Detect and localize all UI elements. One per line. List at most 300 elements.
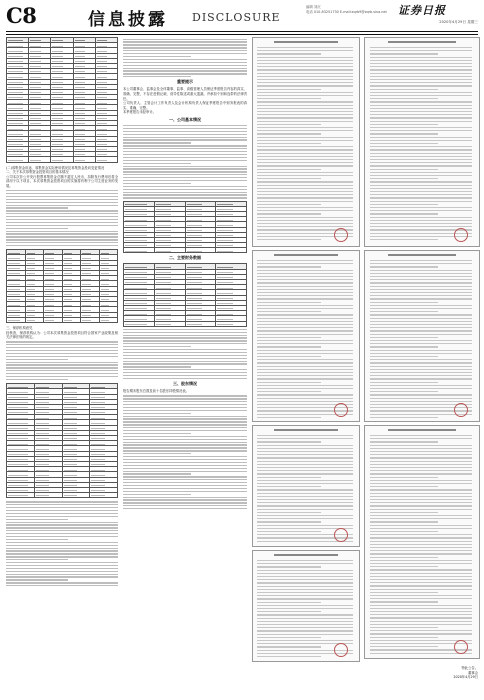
scan-text-line	[370, 544, 473, 545]
text-line	[123, 410, 247, 411]
text-line	[123, 398, 247, 399]
scan-text-line	[370, 117, 473, 118]
text-line	[6, 231, 118, 232]
scan-title-line	[388, 41, 456, 43]
scan-text-line	[370, 124, 438, 125]
table-cell	[216, 321, 247, 326]
scan-text-line	[370, 353, 473, 354]
scan-text-line	[370, 188, 473, 189]
left-paragraph: 三、保荐机构意见	[6, 325, 33, 330]
text-line	[123, 363, 247, 364]
scan-text-line	[370, 483, 473, 484]
scan-text-line	[257, 266, 321, 267]
scan-text-line	[370, 263, 473, 264]
scan-text-line	[257, 178, 321, 179]
scan-text-line	[370, 308, 473, 309]
scan-text-line	[257, 172, 352, 173]
text-line	[6, 510, 118, 511]
text-line	[123, 395, 247, 396]
scan-text-line	[257, 602, 321, 603]
scan-text-line	[370, 156, 473, 157]
scan-text-line	[257, 105, 352, 106]
text-line	[123, 494, 191, 495]
text-line	[123, 497, 247, 498]
text-line	[123, 366, 191, 367]
scan-text-line	[257, 260, 352, 261]
scan-text-line	[257, 634, 352, 635]
table-cell	[7, 493, 35, 498]
text-line	[6, 341, 118, 342]
text-line	[6, 350, 118, 351]
middle-paragraph: 本季度报告未经审计。	[123, 110, 156, 115]
scan-text-line	[370, 175, 473, 176]
scan-text-line	[257, 69, 352, 70]
scan-text-line	[370, 204, 438, 205]
scan-text-line	[257, 53, 321, 54]
scan-text-line	[370, 172, 473, 173]
closing-line: 特此公告。	[461, 666, 478, 670]
scanned-statement-page	[252, 550, 360, 662]
scan-text-line	[370, 480, 473, 481]
middle-table-one	[123, 201, 247, 254]
text-line	[6, 213, 118, 214]
scan-text-line	[370, 137, 473, 138]
text-line	[123, 430, 247, 431]
seal-stamp	[334, 228, 348, 242]
scan-text-line	[257, 343, 352, 344]
text-line	[123, 39, 247, 40]
text-line	[6, 585, 118, 586]
left-paragraph: 经核查，保荐机构认为：公司本次募集资金投资项目符合国家产业政策及相关法律法规的规定。	[6, 330, 118, 340]
scan-text-line	[370, 92, 473, 93]
scan-text-line	[370, 273, 473, 274]
scan-text-line	[370, 98, 438, 99]
text-line	[123, 335, 247, 336]
scan-text-line	[370, 330, 473, 331]
scan-text-line	[257, 502, 352, 503]
scan-text-line	[257, 279, 352, 280]
scanned-statement-page	[364, 425, 480, 659]
scanned-statement-page	[364, 37, 480, 247]
middle-text-filler	[123, 395, 247, 509]
text-line	[6, 205, 118, 206]
scan-text-line	[370, 454, 473, 455]
scan-text-line	[257, 220, 352, 221]
scan-text-line	[257, 369, 352, 370]
text-line	[6, 207, 68, 208]
scan-text-line	[257, 156, 352, 157]
text-line	[123, 125, 247, 126]
left-column	[6, 37, 118, 692]
scan-text-line	[370, 57, 473, 58]
scan-text-line	[370, 499, 473, 500]
text-line	[6, 347, 118, 348]
scan-text-line	[370, 140, 473, 141]
scan-text-line	[257, 477, 321, 478]
scan-text-line	[370, 627, 438, 628]
scan-text-line	[257, 175, 352, 176]
scanned-statement-page	[252, 37, 360, 247]
text-line	[6, 239, 118, 240]
scan-text-line	[370, 598, 473, 599]
scan-text-line	[257, 188, 352, 189]
table-row	[124, 248, 247, 253]
scan-text-line	[257, 210, 352, 211]
text-line	[123, 502, 247, 503]
scan-text-line	[257, 624, 352, 625]
scan-text-line	[370, 50, 473, 51]
scan-text-line	[257, 388, 352, 389]
scan-text-line	[370, 385, 473, 386]
scan-text-line	[370, 146, 473, 147]
scan-text-line	[370, 223, 473, 224]
scan-text-line	[257, 89, 321, 90]
scan-text-line	[370, 521, 438, 522]
scan-text-line	[370, 477, 438, 478]
masthead-rule-thin	[6, 34, 478, 35]
scan-text-line	[257, 608, 352, 609]
table-cell	[185, 321, 216, 326]
scan-text-line	[370, 505, 473, 506]
section-title: 信息披露	[88, 10, 168, 30]
text-line	[123, 465, 247, 466]
editor-line: 编辑 刘沉	[306, 5, 321, 9]
scan-text-line	[257, 445, 352, 446]
table-row	[7, 493, 118, 498]
scan-text-line	[257, 92, 352, 93]
scan-text-line	[257, 621, 352, 622]
scan-text-line	[370, 391, 438, 392]
scan-text-line	[257, 82, 352, 83]
scan-title-line	[388, 429, 456, 431]
scan-text-line	[257, 207, 352, 208]
table-cell	[154, 248, 185, 253]
scan-text-line	[370, 518, 473, 519]
scan-text-line	[257, 630, 352, 631]
scan-text-line	[257, 149, 352, 150]
scan-text-line	[257, 573, 352, 574]
table-cell	[124, 321, 155, 326]
scan-text-line	[257, 595, 352, 596]
scan-text-line	[370, 569, 473, 570]
scan-text-line	[257, 627, 352, 628]
text-line	[123, 427, 247, 428]
text-line	[6, 236, 118, 237]
scan-text-line	[370, 340, 473, 341]
scan-text-line	[370, 461, 473, 462]
table-row	[124, 321, 247, 326]
scan-text-line	[257, 362, 352, 363]
text-line	[6, 527, 118, 528]
text-line	[6, 216, 118, 217]
scan-text-line	[257, 646, 321, 647]
text-line	[6, 364, 118, 365]
left-table-bottom	[6, 383, 118, 498]
text-line	[123, 76, 191, 77]
text-line	[6, 370, 118, 371]
scan-text-line	[370, 185, 473, 186]
scan-text-line	[257, 566, 321, 567]
table-row	[7, 157, 118, 162]
left-text-filler	[6, 190, 118, 246]
scan-text-line	[370, 130, 473, 131]
text-line	[123, 471, 247, 472]
table-cell	[185, 248, 216, 253]
text-line	[123, 148, 247, 149]
scan-text-line	[370, 165, 473, 166]
scan-text-line	[257, 394, 352, 395]
text-line	[123, 340, 247, 341]
scan-text-line	[257, 108, 352, 109]
scan-text-line	[370, 359, 473, 360]
scan-text-line	[257, 314, 352, 315]
scan-text-line	[257, 598, 352, 599]
scan-text-line	[257, 298, 352, 299]
scan-text-line	[370, 63, 473, 64]
text-line	[123, 186, 247, 187]
scan-text-line	[257, 398, 352, 399]
scan-text-line	[370, 334, 473, 335]
scan-text-line	[370, 531, 438, 532]
text-line	[123, 154, 247, 155]
text-line	[123, 41, 247, 42]
scan-text-line	[257, 133, 321, 134]
text-line	[123, 378, 247, 379]
scan-text-line	[257, 480, 352, 481]
scan-text-line	[370, 217, 473, 218]
text-line	[123, 407, 247, 408]
scan-text-line	[257, 60, 352, 61]
scan-text-line	[257, 470, 352, 471]
scan-text-line	[370, 159, 473, 160]
text-line	[6, 225, 118, 226]
text-line	[6, 190, 118, 191]
scan-text-line	[257, 295, 352, 296]
scan-text-line	[257, 286, 352, 287]
scan-text-line	[257, 66, 352, 67]
scan-text-line	[370, 457, 473, 458]
scan-text-line	[370, 467, 473, 468]
scan-text-line	[370, 608, 473, 609]
scan-text-line	[370, 388, 473, 389]
scan-text-line	[257, 521, 321, 522]
scan-text-line	[257, 159, 352, 160]
text-line	[6, 533, 118, 534]
scan-text-line	[257, 169, 321, 170]
table-cell	[25, 317, 44, 322]
text-line	[6, 245, 118, 246]
scan-text-line	[257, 515, 352, 516]
text-line	[123, 424, 247, 425]
scan-text-line	[370, 350, 473, 351]
text-line	[123, 358, 247, 359]
scan-text-line	[257, 334, 352, 335]
text-line	[6, 196, 118, 197]
text-line	[123, 499, 247, 500]
scan-text-line	[370, 566, 438, 567]
scan-text-line	[370, 181, 473, 182]
scan-text-line	[257, 618, 352, 619]
scan-text-line	[257, 204, 321, 205]
text-line	[123, 442, 247, 443]
scan-text-line	[257, 162, 352, 163]
scan-text-line	[370, 311, 438, 312]
scan-text-line	[370, 589, 473, 590]
scan-text-line	[370, 576, 473, 577]
text-line	[6, 539, 68, 540]
scan-text-line	[257, 76, 352, 77]
scan-text-line	[370, 105, 473, 106]
scan-text-line	[370, 557, 438, 558]
scan-text-line	[370, 127, 473, 128]
scan-text-line	[257, 127, 352, 128]
editor-contact	[306, 5, 478, 15]
text-line	[123, 488, 247, 489]
middle-text-filler	[123, 39, 247, 78]
scan-text-line	[370, 178, 438, 179]
scan-text-line	[257, 47, 352, 48]
text-line	[123, 462, 247, 463]
scan-text-line	[370, 633, 473, 634]
middle-heading: 二、主要财务数据	[169, 255, 201, 261]
text-line	[6, 376, 118, 377]
scan-text-line	[370, 448, 473, 449]
table-cell	[73, 157, 95, 162]
text-line	[6, 513, 118, 514]
scan-text-line	[370, 486, 438, 487]
left-paragraph: 二、关于本次募集资金投资项目的基本情况	[6, 170, 69, 175]
scan-text-line	[370, 560, 473, 561]
text-line	[123, 163, 191, 164]
scan-text-line	[257, 318, 352, 319]
table-cell	[99, 317, 118, 322]
text-line	[6, 373, 118, 374]
scan-text-line	[257, 98, 321, 99]
scan-text-line	[370, 375, 473, 376]
text-line	[123, 447, 247, 448]
scan-text-line	[257, 95, 352, 96]
page-number: C8	[6, 3, 37, 28]
text-line	[123, 479, 247, 480]
scan-text-line	[257, 124, 321, 125]
scan-text-line	[257, 570, 352, 571]
scan-text-line	[257, 311, 321, 312]
text-line	[6, 516, 118, 517]
scan-text-line	[370, 547, 473, 548]
scan-text-line	[257, 438, 352, 439]
scan-text-line	[370, 617, 473, 618]
scan-text-line	[257, 640, 352, 641]
text-line	[123, 50, 247, 51]
scanned-statement-page	[252, 425, 360, 547]
text-line	[6, 359, 68, 360]
text-line	[6, 579, 68, 580]
scan-text-line	[257, 185, 352, 186]
scan-text-line	[257, 560, 352, 561]
closing-line: 董事会	[468, 670, 478, 675]
text-line	[123, 352, 247, 353]
text-line	[6, 565, 118, 566]
middle-text-filler	[123, 125, 247, 199]
scan-text-line	[257, 270, 352, 271]
scan-text-line	[370, 286, 473, 287]
scan-text-line	[257, 273, 352, 274]
text-line	[6, 571, 118, 572]
scan-text-line	[257, 223, 352, 224]
scan-text-line	[370, 512, 438, 513]
scan-text-line	[370, 76, 473, 77]
scan-text-line	[370, 605, 473, 606]
scan-text-line	[370, 282, 473, 283]
middle-paragraph: 报告期末股东总数及前十名股东持股情况表。	[123, 389, 189, 394]
scan-text-line	[370, 201, 473, 202]
text-line	[123, 53, 247, 54]
seal-stamp	[454, 403, 468, 417]
scan-text-line	[370, 553, 473, 554]
scan-text-line	[257, 391, 321, 392]
masthead-rule	[6, 31, 478, 32]
scan-text-line	[257, 153, 352, 154]
scan-text-line	[370, 489, 473, 490]
scan-text-line	[370, 89, 438, 90]
table-cell	[90, 493, 118, 498]
scan-text-line	[257, 143, 321, 144]
text-line	[123, 47, 247, 48]
scan-text-line	[257, 441, 321, 442]
scan-text-line	[370, 207, 473, 208]
scan-text-line	[370, 343, 473, 344]
table-cell	[7, 317, 26, 322]
scan-text-line	[370, 372, 473, 373]
scan-text-line	[257, 518, 352, 519]
scan-text-line	[257, 101, 352, 102]
table-cell	[34, 493, 62, 498]
scan-text-line	[370, 82, 473, 83]
scan-text-line	[370, 646, 438, 647]
scan-text-line	[370, 79, 473, 80]
text-line	[6, 193, 118, 194]
scan-text-line	[257, 605, 352, 606]
scan-text-line	[370, 210, 473, 211]
scan-text-line	[370, 435, 473, 436]
text-line	[6, 524, 118, 525]
middle-table-two	[123, 263, 247, 326]
table-cell	[7, 157, 29, 162]
text-line	[123, 485, 247, 486]
text-line	[123, 332, 247, 333]
text-line	[6, 356, 118, 357]
text-line	[6, 367, 118, 368]
text-line	[6, 553, 118, 554]
scan-text-line	[370, 614, 473, 615]
scan-text-line	[370, 502, 473, 503]
scan-title-line	[388, 254, 456, 256]
scan-text-line	[370, 133, 438, 134]
text-line	[123, 349, 247, 350]
scan-text-line	[370, 496, 473, 497]
text-line	[123, 456, 247, 457]
scan-text-line	[257, 165, 352, 166]
scan-text-line	[257, 85, 352, 86]
scan-text-line	[370, 369, 473, 370]
scan-text-line	[370, 260, 473, 261]
text-line	[123, 369, 247, 370]
scan-text-line	[370, 401, 473, 402]
text-line	[6, 519, 68, 520]
scan-text-line	[370, 382, 438, 383]
text-line	[123, 416, 247, 417]
scan-text-line	[370, 226, 473, 227]
